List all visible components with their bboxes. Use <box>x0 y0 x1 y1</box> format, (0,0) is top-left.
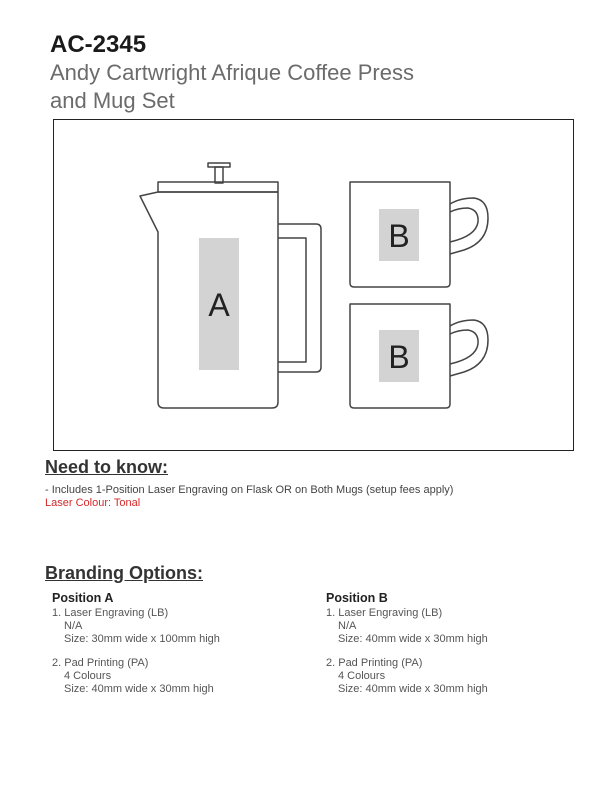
position-a-opt1-size: Size: 30mm wide x 100mm high <box>64 633 220 645</box>
position-a-column <box>52 591 220 696</box>
need-to-know-line1: - Includes 1-Position Laser Engraving on Flask OR on Both Mugs (setup fees apply) <box>45 484 454 496</box>
product-title <box>50 59 490 115</box>
position-a-opt1-detail: N/A <box>64 620 83 632</box>
label-b-bottom: B <box>388 339 410 375</box>
position-a-opt2-name: 2. Pad Printing (PA) <box>52 657 149 669</box>
mug-bottom-handle-outer <box>450 320 488 376</box>
position-a-opt1-name: 1. Laser Engraving (LB) <box>52 607 169 619</box>
product-title-line2: and Mug Set <box>50 88 175 113</box>
product-title-line1: Andy Cartwright Afrique Coffee Press <box>50 60 414 85</box>
press-handle-inner <box>278 238 306 362</box>
position-b-opt1-detail: N/A <box>338 620 357 632</box>
position-a-title: Position A <box>52 591 114 605</box>
product-code: AC-2345 <box>50 31 147 58</box>
position-b-opt2-detail: 4 Colours <box>338 670 386 682</box>
product-diagram-frame <box>53 119 574 451</box>
product-diagram <box>54 120 575 452</box>
label-a: A <box>208 287 230 323</box>
position-a-opt2-size: Size: 40mm wide x 30mm high <box>64 683 214 695</box>
laser-colour-note: Laser Colour: Tonal <box>45 497 141 509</box>
label-b-top: B <box>388 218 410 254</box>
position-b-opt1-name: 1. Laser Engraving (LB) <box>326 607 443 619</box>
mug-bottom-handle-inner <box>450 330 478 364</box>
press-handle-outer <box>278 224 321 372</box>
branding-options-heading: Branding Options: <box>45 563 203 583</box>
position-b-opt2-name: 2. Pad Printing (PA) <box>326 657 423 669</box>
position-b-title: Position B <box>326 591 388 605</box>
position-b-opt2-size: Size: 40mm wide x 30mm high <box>338 683 488 695</box>
position-b-opt1-size: Size: 40mm wide x 30mm high <box>338 633 488 645</box>
position-a-opt2-detail: 4 Colours <box>64 670 112 682</box>
mug-top-handle-outer <box>450 198 488 254</box>
mug-top-handle-inner <box>450 208 478 242</box>
need-to-know-heading: Need to know: <box>45 457 169 477</box>
press-plunger <box>215 167 223 183</box>
position-b-column <box>326 591 488 696</box>
